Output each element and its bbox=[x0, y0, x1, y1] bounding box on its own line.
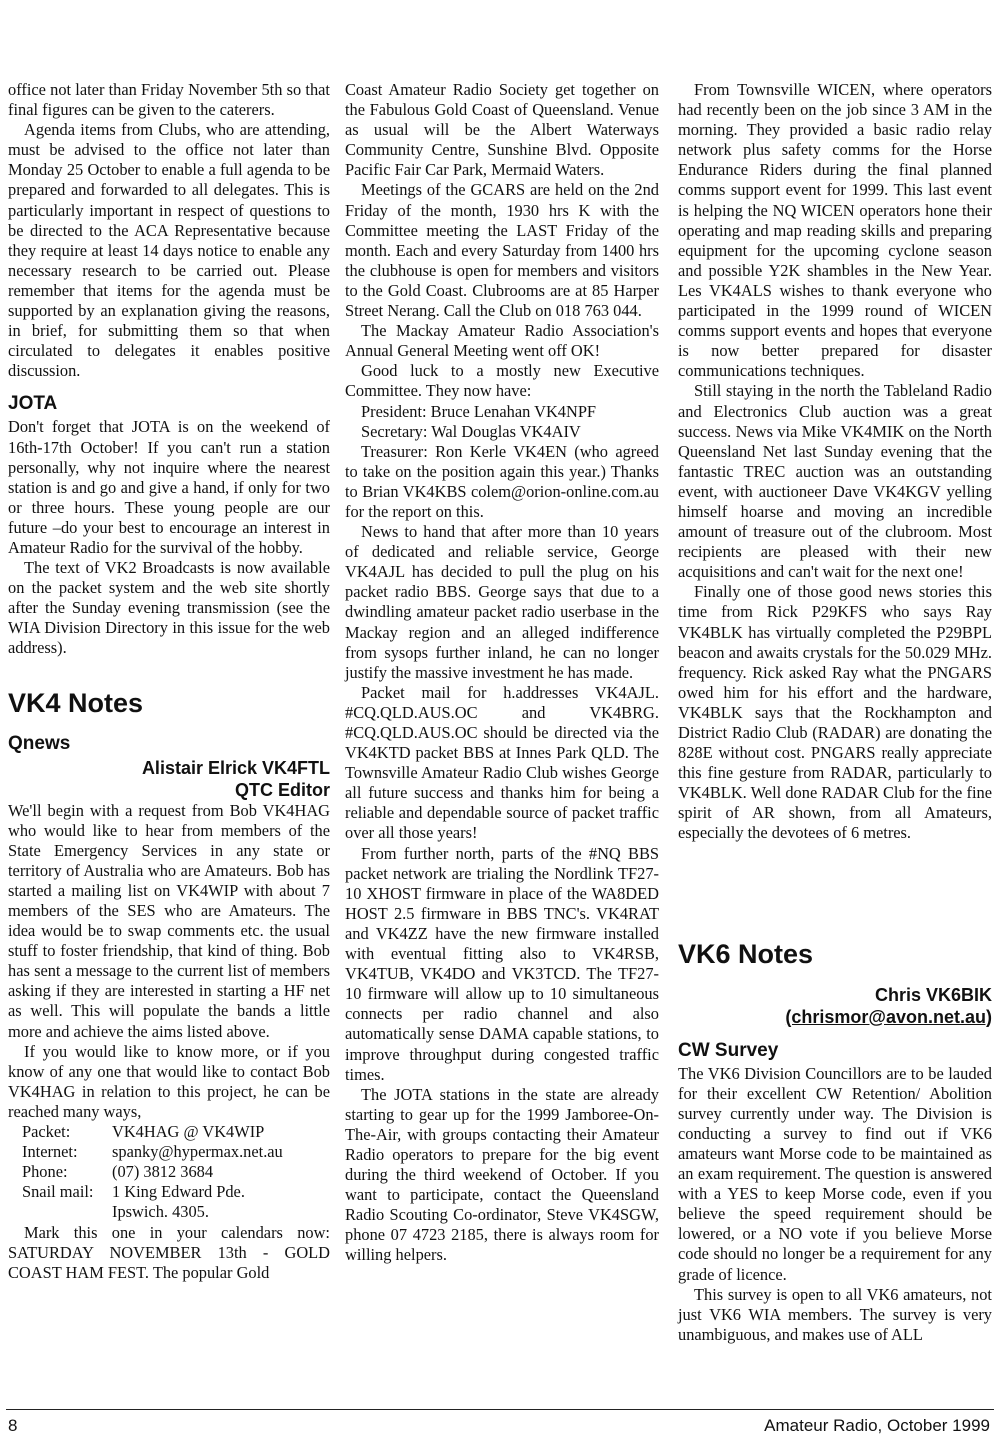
byline-role: QTC Editor bbox=[235, 779, 330, 800]
byline-author: Chris VK6BIK bbox=[874, 984, 992, 1005]
paragraph: From Townsville WICEN, where operators had recently been on the job since 3 AM in the morning. They provided a basic radio relay network plus safety comms for the Horse Endurance Riders during the final planned comms support event for 1999. This last event is helping the NQ WICEN operators hone their operating and map reading skills and preparing equipment for the upcoming cyclone season and possible Y2K shambles in the New Year. Les VK4ALS wishes to thank everyone who participated in the 1999 round of WICEN comms support events and hopes that everyone is now better prepared for disaster communications techniques. bbox=[678, 80, 992, 381]
jota-heading: JOTA bbox=[8, 393, 58, 415]
vk4-notes-heading: VK4 Notes bbox=[8, 687, 144, 718]
paragraph: News to hand that after more than 10 years of dedicated and reliable service, George VK4AJL has decided to pull the plug on his packet radio BBS. George says that due to a dwindling amateur packet radio userbase in the Mackay region and an alleged indifference from sysops further inland, he can no longer justify the massive investment he has made. bbox=[345, 522, 659, 682]
paragraph: This survey is open to all VK6 amateurs, not just VK6 WIA members. The survey is very unambiguous, and makes use of ALL bbox=[678, 1284, 992, 1344]
contact-value: (07) 3812 3684 bbox=[112, 1162, 214, 1182]
paragraph: Good luck to a mostly new Executive Committee. They now have: bbox=[345, 361, 659, 401]
paragraph: From further north, parts of the #NQ BBS packet network are trialing the Nordlink TF27-10 XHOST firmware in place of the WA8DED HOST 2.5 firmware in BBS TNC's. VK4RAT and VK4ZZ have the new firmware installed with eventual fitting also to VK4RSB, VK4TUB, VK4DO and VK3TCD. The TF27-10 firmware will allow up to 10 simultaneous connects per radio channel and also automatically sense DAMA capable stations, to improve throughput during congested traffic times. bbox=[345, 843, 659, 1084]
paragraph: We'll begin with a request from Bob VK4HAG who would like to hear from members of the State Emergency Services in any state or territory of Australia who are Amateurs. Bob has started a mailing list on VK4WIP with about 7 members of the SES who are Amateurs. The idea would be to swap comments etc. the usual stuff to foster friendship, that kind of thing. Bob has sent a message to the current list of members asking if they are interested in starting a HF net as well. This will populate the bands a little more and achieve the aims listed above. bbox=[8, 800, 330, 1041]
qnews-heading: Qnews bbox=[8, 732, 71, 754]
paragraph: The Mackay Amateur Radio Association's Annual General Meeting went off OK! bbox=[345, 321, 659, 361]
committee-president: President: Bruce Lenahan VK4NPF bbox=[361, 401, 597, 421]
contact-table bbox=[8, 1122, 330, 1222]
paragraph: Meetings of the GCARS are held on the 2nd Friday of the month, 1930 hrs K with the Committee meeting the LAST Friday of the month. Each and every Saturday from 1400 hrs the clubhouse is open for members and visitors to the Gold Coast. Clubrooms are at 85 Harper Street Nerang. Call the Club on 018 763 044. bbox=[345, 180, 659, 321]
paragraph: The text of VK2 Broadcasts is now available on the packet system and the web site shortly after the Sunday evening transmission (see the WIA Division Directory in this issue for the web address). bbox=[8, 558, 330, 658]
cw-survey-heading: CW Survey bbox=[678, 1039, 779, 1061]
page-number: 8 bbox=[8, 1416, 18, 1435]
contact-value: VK4HAG @ VK4WIP bbox=[112, 1122, 265, 1142]
contact-row bbox=[8, 1182, 330, 1202]
contact-row bbox=[8, 1202, 330, 1222]
committee-secretary: Secretary: Wal Douglas VK4AIV bbox=[361, 421, 581, 441]
paragraph: Packet mail for h.addresses VK4AJL. #CQ.QLD.AUS.OC and VK4BRG. #CQ.QLD.AUS.OC should be directed via the VK4KTD packet BBS at Innes Park QLD. The Townsville Amateur Radio Club wishes George all future success and thanks him for being a reliable and dependable source of packet traffic over all those years! bbox=[345, 682, 659, 843]
column-2 bbox=[345, 80, 659, 1266]
byline-author: Alistair Elrick VK4FTL bbox=[141, 757, 330, 778]
paragraph: Coast Amateur Radio Society get together on the Fabulous Gold Coast of Queensland. Venue as usual will be the Albert Waterways Community Centre, Sunshine Blvd. Opposite Pacific Fair Car Park, Mermaid Waters. bbox=[345, 80, 659, 180]
author-email-link[interactable]: (chrismor@avon.net.au) bbox=[785, 1006, 992, 1027]
contact-row bbox=[8, 1122, 330, 1142]
paragraph: The VK6 Division Councillors are to be lauded for their excellent CW Retention/ Abolition survey currently under way. The Division is conducting a survey to find out if VK6 amateurs want Morse code to be maintained as an exam requirement. The question is answered with a YES to keep Morse code, even if you believe the speed requirement should be lowered, or a NO vote if you believe Morse code should no longer be a requirement for any grade of licence. bbox=[678, 1063, 992, 1284]
paragraph: Treasurer: Ron Kerle VK4EN (who agreed to take on the position again this year.) Thanks to Brian VK4KBS colem@orion-online.com.au for the report on this. bbox=[345, 441, 659, 521]
vk6-notes-heading: VK6 Notes bbox=[678, 938, 814, 969]
contact-label: Internet: bbox=[22, 1142, 78, 1162]
paragraph: The JOTA stations in the state are already starting to gear up for the 1999 Jamboree-On-The-Air, with groups contacting their Amateur Radio operators to prepare for the big event during the third weekend of October. If you want to participate, contact the Queensland Radio Scouting Co-ordinator, Steve VK4SGW, phone 07 4723 2185, there is always room for willing helpers. bbox=[345, 1084, 659, 1265]
contact-value: spanky@hypermax.net.au bbox=[112, 1142, 283, 1162]
paragraph: If you would like to know more, or if you know of any one that would like to contact Bob VK4HAG in relation to this project, he can be reached many ways, bbox=[8, 1041, 330, 1121]
column-3 bbox=[678, 80, 992, 1345]
footer-divider bbox=[6, 1409, 994, 1410]
contact-value: Ipswich. 4305. bbox=[112, 1202, 209, 1222]
paragraph: office not later than Friday November 5th so that final figures can be given to the caterers. bbox=[8, 80, 330, 120]
contact-value: 1 King Edward Pde. bbox=[112, 1182, 245, 1202]
column-1 bbox=[8, 80, 330, 1283]
contact-label: Snail mail: bbox=[22, 1182, 94, 1202]
paragraph: Agenda items from Clubs, who are attending, must be advised to the office not later than Monday 25 October to enable a full agenda to be prepared and forwarded to all delegates. This is particularly important in respect of questions to be directed to the ACA Representative because they require at least 14 days notice to enable any necessary research to be carried out. Please remember that items for the agenda must be supported by an explanation giving the reasons, in brief, for submitting them so that when circulated to delegates it enables positive discussion. bbox=[8, 120, 330, 381]
contact-row bbox=[8, 1142, 330, 1162]
publication-title: Amateur Radio, October 1999 bbox=[764, 1416, 990, 1435]
paragraph: Finally one of those good news stories this time from Rick P29KFS who says Ray VK4BLK has virtually completed the P29BPL beacon and awaits crystals for the 50.029 MHz. frequency. Rick asked Ray what the PNGARS owed him for his effort and the hardware, VK4BLK says that the Rockhampton and District Radio Club (RADAR) are donating the 828E without cost. PNGARS really appreciate this fine gesture from RADAR, particularly to VK4BLK. Well done RADAR Club for the fine spirit of AR shown, from all Amateurs, especially the devotees of 6 metres. bbox=[678, 582, 992, 843]
contact-label: Phone: bbox=[22, 1162, 68, 1182]
contact-label: Packet: bbox=[22, 1122, 71, 1142]
paragraph: Still staying in the north the Tableland Radio and Electronics Club auction was a great success. News via Mike VK4MIK on the North Queensland Net last Sunday evening that the fantastic TREC auction was an outstanding event, with auctioneer Dave VK4KGV yelling himself hoarse and moving an incredible amount of treasure out of the clubroom. Most recipients are pleased with their new acquisitions and can't wait for the next one! bbox=[678, 381, 992, 582]
paragraph: Don't forget that JOTA is on the weekend of 16th-17th October! If you can't run a station personally, why not inquire where the nearest station is and go and give a hand, if only for two or three hours. These young people are our future –do your best to encourage an interest in Amateur Radio for the survival of the hobby. bbox=[8, 417, 330, 557]
contact-row bbox=[8, 1162, 330, 1182]
paragraph: Mark this one in your calendars now: SATURDAY NOVEMBER 13th - GOLD COAST HAM FEST. The popular Gold bbox=[8, 1222, 330, 1282]
